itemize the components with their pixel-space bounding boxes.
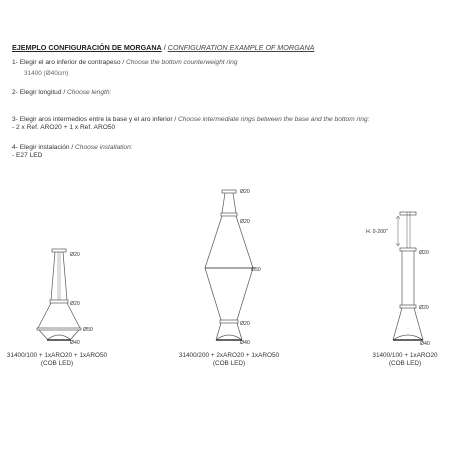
lamp-2-caption-line-2: (COB LED): [212, 360, 246, 367]
lamp-1-label-large: Ø50: [83, 327, 93, 333]
lamp-1-drawing: [37, 249, 81, 340]
step-2-label-es: 2- Elegir longitud: [12, 89, 62, 96]
lamp-1-wire-left-lower: [38, 303, 51, 328]
step-3-label-es: 3- Elegir aros intermedios entre la base y el aro inferior: [12, 116, 173, 123]
lamp-1-large-ring: [37, 328, 81, 330]
lamp-3-drawing: [393, 212, 423, 340]
step-4-label-es: 4- Elegir instalación: [12, 144, 70, 151]
lamp-1-label-top: Ø20: [70, 252, 80, 258]
lamp-3-caption-line-2: (COB LED): [388, 360, 422, 367]
lamp-1-caption-line-2: (COB LED): [40, 360, 74, 367]
lamp-1-wire-right-upper: [63, 252, 67, 300]
lamp-2-label-large: Ø50: [251, 267, 261, 273]
lamp-2-wire-e: [205, 268, 221, 320]
lamp-3-label-ring-3: Ø20: [419, 305, 429, 311]
lamp-2-caption: [172, 352, 286, 368]
lamp-2-wire-b: [233, 193, 236, 213]
step-1-separator: /: [120, 59, 126, 66]
lamp-1-wire-base-right: [70, 330, 79, 340]
lamp-3-wire-c: [393, 308, 402, 340]
step-3-detail: - 2 x Ref. ARO20 + 1 x Ref. ARO50: [12, 124, 116, 131]
lamp-3-label-ring-2: Ø20: [419, 250, 429, 256]
lamp-3-label-height: H. 0-200": [366, 229, 388, 235]
title-separator: /: [161, 43, 168, 52]
title-english: CONFIGURATION EXAMPLE OF MORGANA: [167, 43, 315, 52]
step-1-detail: 31400 (Ø40cm): [24, 70, 69, 77]
step-4-detail: - E27 LED: [12, 152, 43, 159]
lamp-2-wire-c: [205, 216, 222, 268]
lamp-2-wire-a: [222, 193, 225, 213]
lamp-1-top-ring: [52, 249, 66, 252]
lamp-3-ring-3: [400, 305, 416, 308]
step-3-label-en: Choose intermediate rings between the base and the bottom ring:: [178, 116, 370, 123]
step-1-label-en: Choose the bottom counterweight ring: [126, 59, 238, 66]
step-2-separator: /: [61, 89, 67, 96]
lamp-2-label-base: Ø40: [240, 340, 250, 346]
lamp-1-caption: [2, 352, 112, 368]
lamp-3-label-base: Ø40: [420, 341, 430, 347]
step-4-label-en: Choose installation:: [75, 144, 133, 151]
lamp-2-label-ring-3: Ø20: [240, 321, 250, 327]
lamp-3-caption: [360, 352, 450, 368]
lamp-1-label-base: Ø40: [70, 340, 80, 346]
lamp-3-ring-2: [400, 248, 416, 251]
step-2-label-en: Choose length:: [66, 89, 112, 96]
lamp-3-caption-line-1: 31400/100 + 1xARO20: [372, 352, 438, 359]
lamp-3-top-ring: [400, 212, 416, 215]
lamp-2-drawing: [205, 190, 253, 340]
lamp-1-wire-base-left: [39, 330, 48, 340]
lamp-2-ring-2: [221, 213, 237, 216]
lamp-1-label-mid: Ø20: [70, 301, 80, 307]
lamp-2-caption-line-1: 31400/200 + 2xARO20 + 1xARO50: [178, 352, 280, 359]
lamp-2-ring-3: [220, 320, 238, 323]
lamp-1-wire-left-upper: [51, 252, 55, 300]
step-1-label-es: 1- Elegir el aro inferior de contrapeso: [12, 59, 121, 66]
step-3-separator: /: [172, 116, 179, 123]
lamp-2-wire-f: [237, 268, 253, 320]
lamp-2-label-ring-2: Ø20: [240, 219, 250, 225]
lamp-1-mid-ring: [50, 300, 68, 303]
lamp-3-wire-d: [414, 308, 423, 340]
title-spanish: EJEMPLO CONFIGURACIÓN DE MORGANA: [12, 43, 162, 52]
step-4-separator: /: [69, 144, 76, 151]
lamp-2-label-top: Ø20: [240, 189, 250, 195]
lamp-2-top-ring: [222, 190, 236, 193]
lamp-1-caption-line-1: 31400/100 + 1xARO20 + 1xARO50: [6, 352, 108, 359]
